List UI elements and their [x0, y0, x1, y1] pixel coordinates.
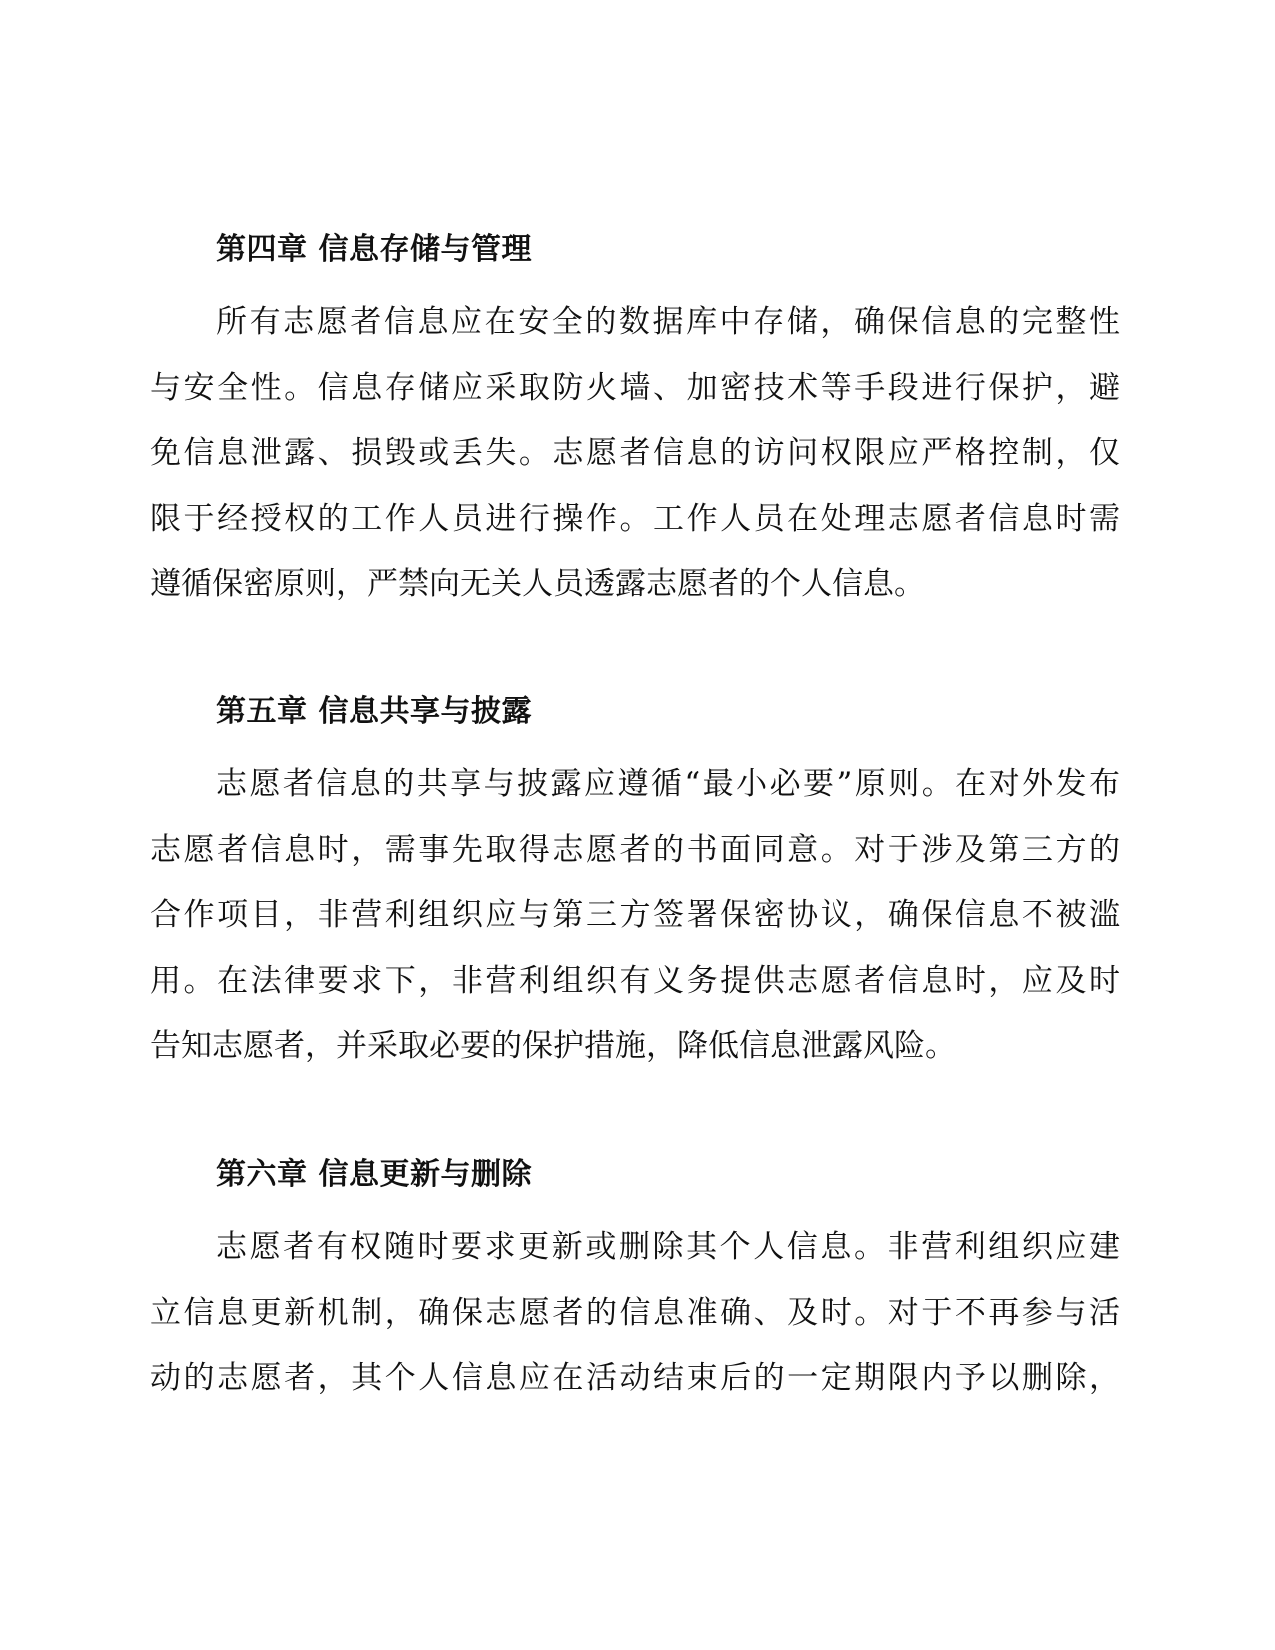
paragraph-line: 与安全性。信息存储应采取防火墙、加密技术等手段进行保护，避	[150, 369, 1120, 406]
chapter-6-paragraph	[150, 1215, 1120, 1412]
paragraph-line: 用。在法律要求下，非营利组织有义务提供志愿者信息时，应及时	[150, 962, 1120, 999]
paragraph-line: 免信息泄露、损毁或丢失。志愿者信息的访问权限应严格控制，仅	[150, 435, 1120, 471]
paragraph-line: 告知志愿者，并采取必要的保护措施，降低信息泄露风险。	[150, 1028, 956, 1064]
paragraph-line: 志愿者有权随时要求更新或删除其个人信息。非营利组织应建	[216, 1229, 1120, 1265]
chapter-6-heading: 第六章 信息更新与删除	[216, 1157, 532, 1192]
paragraph-line: 遵循保密原则，严禁向无关人员透露志愿者的个人信息。	[150, 566, 925, 602]
chapter-5-paragraph	[150, 752, 1120, 1080]
paragraph-line: 立信息更新机制，确保志愿者的信息准确、及时。对于不再参与活	[150, 1294, 1120, 1331]
paragraph-line: 限于经授权的工作人员进行操作。工作人员在处理志愿者信息时需	[150, 500, 1120, 537]
chapter-6-section	[150, 1155, 1120, 1412]
paragraph-line: 动的志愿者，其个人信息应在活动结束后的一定期限内予以删除，	[150, 1360, 1120, 1396]
chapter-4-paragraph	[150, 290, 1120, 618]
paragraph-line: 志愿者信息时，需事先取得志愿者的书面同意。对于涉及第三方的	[150, 831, 1120, 868]
paragraph-line: 所有志愿者信息应在安全的数据库中存储，确保信息的完整性	[216, 304, 1120, 340]
chapter-5-heading: 第五章 信息共享与披露	[216, 694, 532, 729]
chapter-5-section	[150, 692, 1120, 1080]
chapter-4-heading: 第四章 信息存储与管理	[216, 232, 532, 267]
paragraph-line: 志愿者信息的共享与披露应遵循“最小必要”原则。在对外发布	[216, 766, 1120, 802]
paragraph-line: 合作项目，非营利组织应与第三方签署保密协议，确保信息不被滥	[150, 897, 1120, 933]
chapter-4-section	[150, 230, 1120, 618]
